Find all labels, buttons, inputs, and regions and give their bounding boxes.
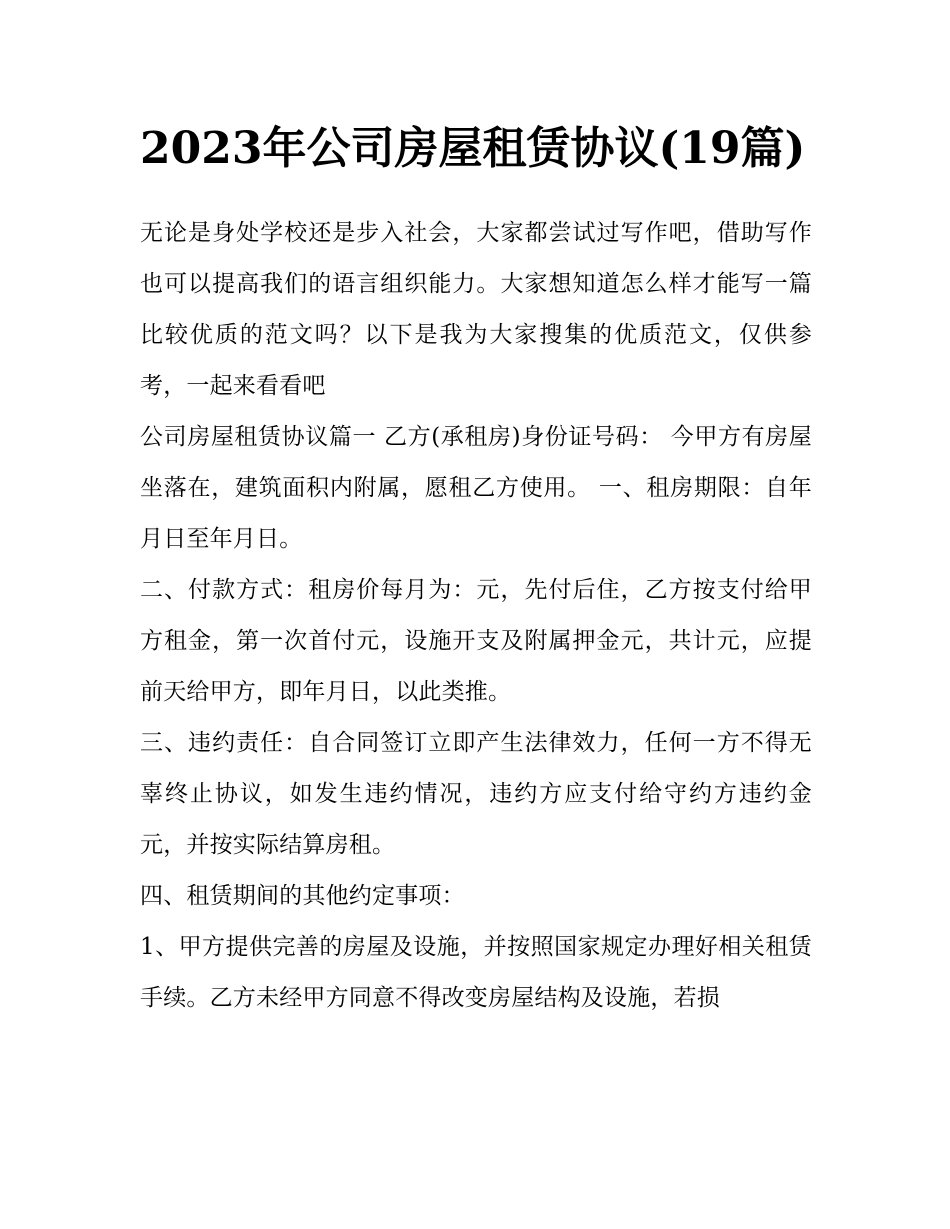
paragraph-article-one: 公司房屋租赁协议篇一 乙方(承租房)身份证号码： 今甲方有房屋坐落在，建筑面积内附属，愿租乙方使用。 一、租房期限：自年月日至年月日。 xyxy=(140,424,812,552)
paragraph-liability: 三、违约责任：自合同签订立即产生法律效力，任何一方不得无辜终止协议，如发生违约情况，违约方应支付给守约方违约金元，并按实际结算房租。 xyxy=(140,730,812,858)
paragraph-other-terms: 四、租赁期间的其他约定事项： xyxy=(140,883,465,909)
paragraph-payment: 二、付款方式：租房价每月为：元，先付后住，乙方按支付给甲方租金，第一次首付元，设施开支及附属押金元，共计元，应提前天给甲方，即年月日，以此类推。 xyxy=(140,577,812,705)
paragraph-intro: 无论是身处学校还是步入社会，大家都尝试过写作吧，借助写作也可以提高我们的语言组织能力。大家想知道怎么样才能写一篇比较优质的范文吗？以下是我为大家搜集的优质范文，仅供参考，一起来看看吧 xyxy=(140,220,812,399)
document-title: 2023年公司房屋租赁协议(19篇) xyxy=(140,123,806,174)
paragraph-term-1: 1、甲方提供完善的房屋及设施，并按照国家规定办理好相关租赁手续。乙方未经甲方同意不得改变房屋结构及设施，若损 xyxy=(140,934,812,1011)
